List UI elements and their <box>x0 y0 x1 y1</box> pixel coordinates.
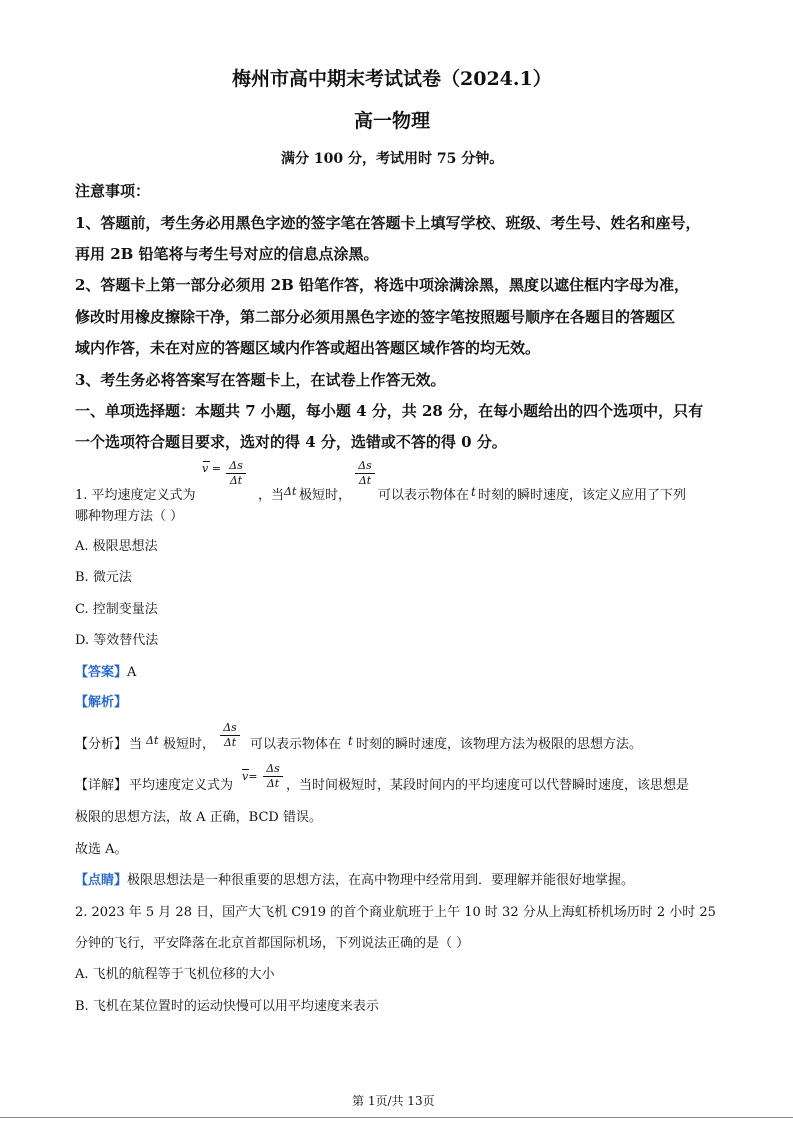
q1-choose: 故选 A。 <box>75 842 128 857</box>
q1-option-b: B. 微元法 <box>75 570 132 585</box>
q1-option-d: D. 等效替代法 <box>75 633 159 648</box>
q2-line-2: 分钟的飞行，平安降落在北京首都国际机场，下列说法正确的是（ ） <box>75 936 470 951</box>
subject-title: 高一物理 <box>354 110 431 132</box>
q1-xiangjie-v-bar: v= <box>242 770 258 783</box>
q1-answer <box>75 661 136 680</box>
q1-option-a: A. 极限思想法 <box>75 539 158 554</box>
section-1-line-1: 一、单项选择题：本题共 7 小题，每小题 4 分，共 28 分，在每小题给出的四个选项中，只有 <box>75 402 704 420</box>
q2-line-1: 2. 2023 年 5 月 28 日，国产大飞机 C919 的首个商业航班于上午 10 时 32 分从上海虹桥机场历时 2 小时 25 <box>75 905 716 920</box>
page-number: 第 1页/共 13页 <box>352 1094 435 1108</box>
q2-option-b: B. 飞机在某位置时的运动快慢可以用平均速度来表示 <box>75 999 379 1014</box>
q1-text-part-4: 可以表示物体在 <box>378 488 470 503</box>
q1-text-part-2: ，当 <box>258 488 285 503</box>
q1-fenxi-tag: 【分析】 <box>75 737 128 752</box>
q1-analysis-tag: 【解析】 <box>75 695 128 710</box>
q1-text-part-5: 时刻的瞬时速度，该定义应用了下列 <box>478 488 687 503</box>
dianjing-text: 极限思想法是一种很重要的思想方法，在高中物理中经常用到．要理解并能很好地掌握。 <box>127 873 635 888</box>
notice-item-2-line-2: 修改时用橡皮擦除干净，第二部分必须用黑色字迹的签字笔按照题号顺序在各题目的答题区 <box>75 308 676 326</box>
q1-fenxi-fraction: Δs Δt <box>220 722 240 749</box>
q1-fenxi-t-symbol: t <box>348 734 353 748</box>
notice-item-3: 3、考生务必将答案写在答题卡上，在试卷上作答无效。 <box>75 371 446 389</box>
q1-dt-symbol: Δt <box>284 485 297 498</box>
q1-xiangjie-line-2: 极限的思想方法，故 A 正确，BCD 错误。 <box>75 810 322 825</box>
q1-xiangjie-fraction: Δs Δt <box>263 763 283 790</box>
q1-dianjing <box>75 869 634 888</box>
q1-text-part-1: 1. 平均速度定义式为 <box>75 488 196 503</box>
answer-value: A <box>127 665 137 680</box>
q1-option-c: C. 控制变量法 <box>75 602 158 617</box>
q1-ratio-fraction: Δs Δt <box>355 460 375 487</box>
q1-fenxi-part-3: 可以表示物体在 <box>250 737 342 752</box>
answer-tag: 【答案】 <box>75 665 128 680</box>
q1-text-part-3: 极短时， <box>299 488 352 503</box>
q1-formula-v-bar: v = <box>202 462 221 475</box>
q1-fenxi-part-2: 极短时， <box>163 737 216 752</box>
q1-xiangjie-tag: 【详解】 <box>75 778 128 793</box>
section-1-line-2: 一个选项符合题目要求，选对的得 4 分，选错或不答的得 0 分。 <box>75 433 507 451</box>
q1-xiangjie-part-1: 平均速度定义式为 <box>129 778 234 793</box>
q2-option-a: A. 飞机的航程等于飞机位移的大小 <box>75 967 275 982</box>
dianjing-tag: 【点睛】 <box>75 873 128 888</box>
q1-fenxi-part-4: 时刻的瞬时速度，该物理方法为极限的思想方法。 <box>356 737 643 752</box>
q1-fenxi-dt-symbol: Δt <box>146 734 159 747</box>
page-bottom-rule <box>0 1117 793 1118</box>
notice-item-1-line-2: 再用 2B 铅笔将与考生号对应的信息点涂黑。 <box>75 245 379 263</box>
notice-heading: 注意事项： <box>75 182 151 200</box>
q1-text-line-2: 哪种物理方法（ ） <box>75 509 184 524</box>
notice-item-2-line-3: 域内作答，未在对应的答题区域内作答或超出答题区域作答的均无效。 <box>75 339 541 357</box>
q1-xiangjie-part-2: ，当时间极短时，某段时间内的平均速度可以代替瞬时速度，该思想是 <box>286 778 690 793</box>
q1-fenxi-part-1: 当 <box>129 737 143 752</box>
exam-meta: 满分 100 分，考试用时 75 分钟。 <box>281 151 504 167</box>
notice-item-1-line-1: 1、答题前，考生务必用黑色字迹的签字笔在答题卡上填写学校、班级、考生号、姓名和座号， <box>75 214 701 232</box>
notice-item-2-line-1: 2、答题卡上第一部分必须用 2B 铅笔作答，将选中项涂满涂黑，黑度以遮住框内字母为准， <box>75 276 690 294</box>
q1-formula-fraction: Δs Δt <box>226 460 246 487</box>
q1-t-symbol: t <box>471 485 476 499</box>
exam-title: 梅州市高中期末考试试卷（2024.1） <box>232 68 552 90</box>
